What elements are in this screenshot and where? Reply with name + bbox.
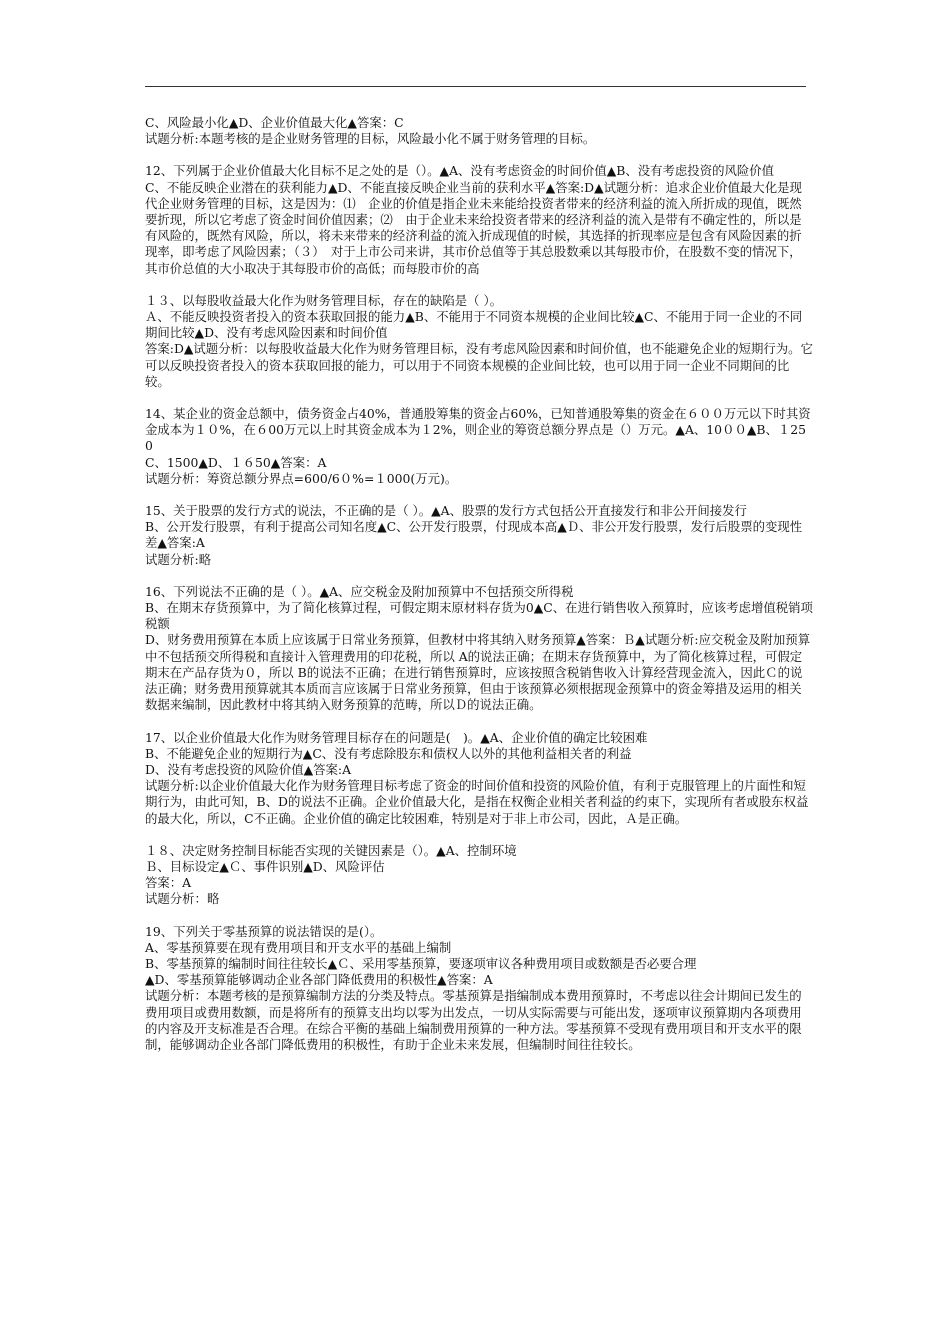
text-line: B、不能避免企业的短期行为▲C、没有考虑除股东和债权人以外的其他利益相关者的利益 bbox=[145, 745, 632, 761]
text-line: 19、下列关于零基预算的说法错误的是(）。 bbox=[145, 923, 383, 939]
text-line: １８、决定财务控制目标能否实现的关键因素是（）。▲A、控制环境 bbox=[145, 842, 517, 858]
text-line: D、没有考虑投资的风险价值▲答案:A bbox=[145, 761, 352, 777]
text-line: C、风险最小化▲D、企业价值最大化▲答案：C bbox=[145, 115, 404, 130]
text-line: 试题分析：本题考核的是预算编制方法的分类及特点。零基预算是指编制成本费用预算时，不考虑以往会计期间已发生的费用项目或费用数额，而是将所有的预算支出均以零为出发点，一切从实际需要与可能出发，逐项审议预算期内各项费用的内容及开支标准是否合理。在综合平衡的基础上编制费用预算的一种方法。零基预算不受现有费用项目和开支水平的限制，能够调动企业各部门降低费用的积极性，有助于企业未来发展，但编制时间往往较长。 bbox=[145, 988, 802, 1052]
text-line: 答案：A bbox=[145, 875, 192, 891]
text-line: 答案:D▲试题分析：以每股收益最大化作为财务管理目标，没有考虑风险因素和时间价值，也不能避免企业的短期行为。它可以反映投资者投入的资本获取回报的能力，可以用于不同资本规模的企业间比较，也可以用于同一企业不同期间的比较。 bbox=[145, 341, 813, 389]
question-18 bbox=[145, 843, 813, 908]
document-body bbox=[145, 115, 813, 1069]
question-14 bbox=[145, 406, 813, 487]
text-line: 试题分析:以企业价值最大化作为财务管理目标考虑了资金的时间价值和投资的风险价值，有利于克服管理上的片面性和短期行为，由此可知，B、D的说法不正确。企业价值最大化，是指在权衡企业相关者利益的约束下，实现所有者或股东权益的最大化，所以，C不正确。企业价值的确定比较困难，特别是对于非上市公司，因此，Ａ是正确。 bbox=[145, 778, 809, 826]
text-line: 14、某企业的资金总额中，债务资金占40%，普通股筹集的资金占60%，已知普通股筹集的资金在６００万元以下时其资金成本为１０%，在６00万元以上时其资金成本为１2%，则企业的筹资总额分界点是（）万元。▲A、10００▲B、１250 bbox=[145, 406, 811, 454]
question-16 bbox=[145, 584, 813, 714]
text-line: 12、下列属于企业价值最大化目标不足之处的是（）。▲A、没有考虑资金的时间价值▲B、没有考虑投资的风险价值 bbox=[145, 163, 775, 179]
text-line: 试题分析:本题考核的是企业财务管理的目标，风险最小化不属于财务管理的目标。 bbox=[145, 131, 596, 147]
text-line: C、1500▲D、１６50▲答案：A bbox=[145, 454, 327, 470]
text-line: Ｂ、目标设定▲Ｃ、事件识别▲D、风险评估 bbox=[145, 858, 385, 874]
text-line: B、在期末存货预算中，为了简化核算过程，可假定期末原材料存货为0▲C、在进行销售收入预算时，应该考虑增值税销项税额 bbox=[145, 600, 813, 632]
header-rule bbox=[145, 86, 806, 87]
question-15 bbox=[145, 503, 813, 568]
text-line: 试题分析:略 bbox=[145, 551, 212, 567]
text-line: D、财务费用预算在本质上应该属于日常业务预算，但教材中将其纳入财务预算▲答案：Ｂ▲试题分析:应交税金及附加预算中不包括预交所得税和直接计入管理费用的印花税，所以 A的说法正确；在期末存货预算中，为了简化核算过程，可假定期末在产品存货为０，所以 B的说法不正确；在进行销售预算时，应该按照含税销售收入计算经营现金流入，因此Ｃ的说法正确；财务费用预算就其本质而言应该属于日常业务预算，但由于该预算必须根据现金预算中的资金筹措及运用的相关数据来编制，因此教材中将其纳入财务预算的范畴，所以Ｄ的说法正确。 bbox=[145, 632, 811, 713]
text-line: Ａ、不能反映投资者投入的资本获取回报的能力▲B、不能用于不同资本规模的企业间比较▲C、不能用于同一企业的不同期间比较▲D、没有考虑风险因素和时间价值 bbox=[145, 309, 803, 341]
text-line: B、零基预算的编制时间往往较长▲Ｃ、采用零基预算，要逐项审议各种费用项目或数额是否必要合理 bbox=[145, 955, 697, 971]
text-line: B、公开发行股票，有利于提高公司知名度▲C、公开发行股票，付现成本高▲Ｄ、非公开发行股票，发行后股票的变现性差▲答案:A bbox=[145, 519, 803, 551]
text-line: １３、以每股收益最大化作为财务管理目标，存在的缺陷是（ ）。 bbox=[145, 292, 503, 308]
text-line: 试题分析：筹资总额分界点=600/6０%=１000(万元)。 bbox=[145, 470, 458, 486]
question-11-tail bbox=[145, 115, 813, 147]
text-line: 17、以企业价值最大化作为财务管理目标存在的问题是( )。▲A、企业价值的确定比较困难 bbox=[145, 729, 648, 745]
question-12 bbox=[145, 163, 813, 276]
text-line: 试题分析：略 bbox=[145, 891, 220, 907]
question-19 bbox=[145, 924, 813, 1054]
text-line: A、零基预算要在现有费用项目和开支水平的基础上编制 bbox=[145, 939, 452, 955]
text-line: ▲D、零基预算能够调动企业各部门降低费用的积极性▲答案：A bbox=[145, 972, 493, 988]
text-line: 15、关于股票的发行方式的说法，不正确的是（ ）。▲A、股票的发行方式包括公开直接发行和非公开间接发行 bbox=[145, 503, 747, 519]
text-line: 16、下列说法不正确的是（ ）。▲A、应交税金及附加预算中不包括预交所得税 bbox=[145, 583, 574, 599]
text-line: C、不能反映企业潜在的获利能力▲D、不能直接反映企业当前的获利水平▲答案:D▲试题分析：追求企业价值最大化是现代企业财务管理的目标，这是因为：⑴ 企业的价值是指企业未来能给投资者带来的经济利益的流入所折成的现值，既然要折现，所以它考虑了资金时间价值因素；⑵ 由于企业未来给投资者带来的经济利益的流入是带有不确定性的，所以是有风险的，既然有风险，所以，将未来带来的经济利益的流入折成现值的时候，其选择的折现率应是包含有风险因素的折现率，即考虑了风险因素；（３） 对于上市公司来讲，其市价总值等于其总股数乘以其每股市价，在股数不变的情况下，其市价总值的大小取决于其每股市价的高低；而每股市价的高 bbox=[145, 179, 802, 276]
question-17 bbox=[145, 730, 813, 827]
question-13 bbox=[145, 293, 813, 390]
